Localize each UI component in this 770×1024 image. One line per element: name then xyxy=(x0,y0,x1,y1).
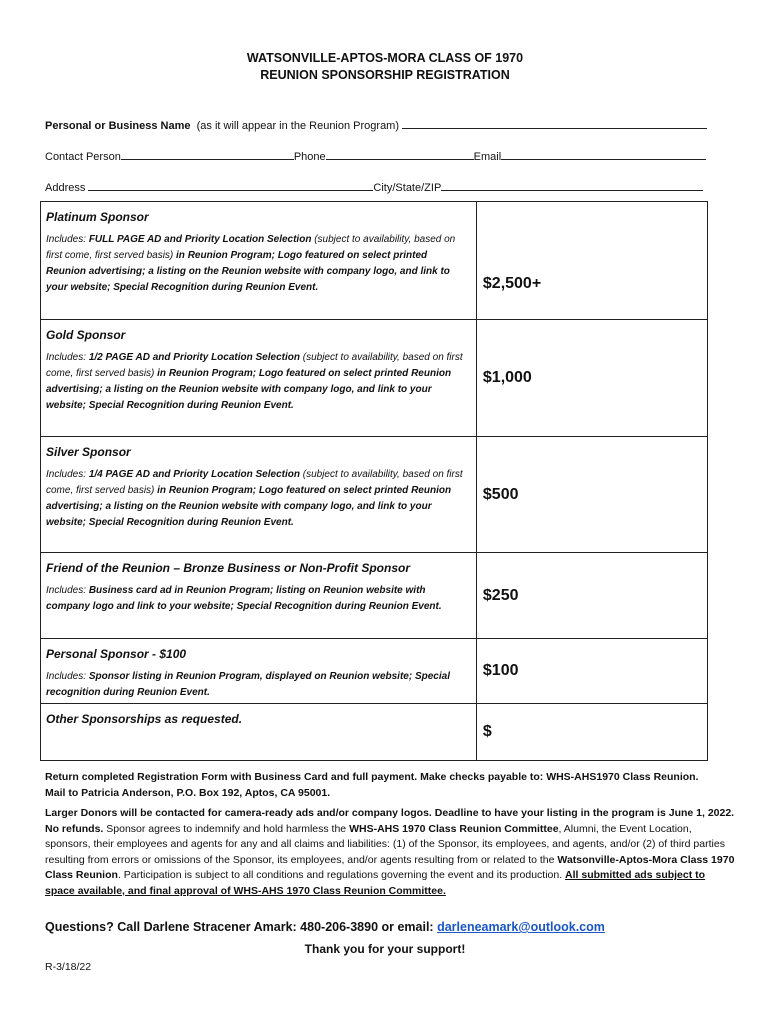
document-title xyxy=(0,50,770,84)
return-line-2: Mail to Patricia Anderson, P.O. Box 192, Aptos, CA 95001. xyxy=(45,786,331,799)
tier-includes xyxy=(46,350,470,414)
tier-name: Friend of the Reunion – Bronze Business or Non-Profit Sponsor xyxy=(46,561,411,575)
tier-price: $1,000 xyxy=(476,320,707,437)
tier-includes xyxy=(46,467,470,531)
phone-input-line[interactable] xyxy=(326,149,474,160)
revision-code: R-3/18/22 xyxy=(45,961,92,973)
tier-description xyxy=(41,202,477,320)
tier-price: $ xyxy=(476,704,707,761)
includes-prefix: Includes: xyxy=(46,352,89,363)
tier-name: Platinum Sponsor xyxy=(46,210,149,224)
includes-details: in Reunion Program; Logo featured on select printed Reunion advertising; a listing on the Reunion website with company logo, and link to your website; Special Recognition during Reunion Event. xyxy=(46,485,452,528)
tier-price: $500 xyxy=(476,437,707,553)
committee-name: WHS-AHS 1970 Class Reunion Committee xyxy=(349,822,559,835)
name-field-row xyxy=(45,118,725,132)
tier-description xyxy=(41,639,477,704)
tier-price: $250 xyxy=(476,553,707,639)
thank-you-message: Thank you for your support! xyxy=(304,942,466,956)
ads-approval-notice: All submitted ads subject to space available, and final approval of WHS-AHS 1970 Class Reunion Committee. xyxy=(45,869,706,897)
city-input-line[interactable] xyxy=(441,180,703,191)
name-note: (as it will appear in the Reunion Program) xyxy=(196,120,400,132)
includes-main: FULL PAGE AD and Priority Location Selection xyxy=(88,234,312,245)
questions-line xyxy=(45,920,605,934)
includes-note: (subject to availability, based on first come, first served basis) xyxy=(46,234,456,261)
tier-row xyxy=(41,320,708,437)
includes-prefix: Includes: xyxy=(46,469,89,480)
tier-name: Personal Sponsor - $100 xyxy=(46,647,187,661)
title-line-1: WATSONVILLE-APTOS-MORA CLASS OF 1970 xyxy=(246,51,524,65)
contact-label: Contact Person xyxy=(45,151,121,163)
email-label: Email xyxy=(473,151,502,163)
name-input-line[interactable] xyxy=(402,118,707,129)
tier-description xyxy=(41,320,477,437)
includes-prefix: Includes: xyxy=(46,671,89,682)
tier-description xyxy=(41,704,477,761)
includes-note: (subject to availability, based on first come, first served basis) xyxy=(46,352,463,379)
tier-includes xyxy=(46,232,470,296)
tier-row xyxy=(41,437,708,553)
tier-row xyxy=(41,553,708,639)
includes-details: in Reunion Program; Logo featured on select printed Reunion advertising; a listing on the Reunion website with company logo, and link to your website; Special Recognition during Reunion Event. xyxy=(46,368,452,411)
email-input-line[interactable] xyxy=(501,149,706,160)
name-label: Personal or Business Name xyxy=(45,120,191,132)
terms-paragraph xyxy=(45,806,735,899)
donors-notice: Larger Donors will be contacted for camera-ready ads and/or company logos. Deadline to have your listing in the program is June 1, 2022. No refunds. xyxy=(45,807,735,835)
includes-prefix: Includes: xyxy=(46,234,89,245)
tier-row xyxy=(41,704,708,761)
questions-text: Questions? Call Darlene Stracener Amark: 480-206-3890 or email: xyxy=(45,920,438,934)
title-line-2: REUNION SPONSORSHIP REGISTRATION xyxy=(260,68,510,82)
tier-includes xyxy=(46,583,470,615)
tier-price: $2,500+ xyxy=(476,202,707,320)
includes-main: Sponsor listing in Reunion Program, displayed on Reunion website; Special recognition during Reunion Event. xyxy=(46,671,450,698)
includes-details: in Reunion Program; Logo featured on select printed Reunion advertising; a listing on the Reunion website with company logo, and link to your website; Special Recognition during Reunion Event. xyxy=(46,250,450,293)
address-field-row xyxy=(45,180,725,194)
tier-price: $100 xyxy=(476,639,707,704)
contact-email-link[interactable]: darleneamark@outlook.com xyxy=(437,920,605,934)
sponsorship-tiers-table xyxy=(40,201,708,761)
tier-includes xyxy=(46,669,470,701)
tier-name: Silver Sponsor xyxy=(46,445,131,459)
tier-description xyxy=(41,437,477,553)
liability-text: , Alumni, the Event Location, sponsors, their employees and agents for any and all claims and liabilities: (1) of the Sponsor, its employees, and agents, and/or (2) of third parties resulting from errors or omissions of the Sponsor, its employees, and/or agents resulting from or related to the xyxy=(45,822,725,866)
phone-label: Phone xyxy=(293,151,326,163)
return-line-1: Return completed Registration Form with Business Card and full payment. Make checks payable to: WHS-AHS1970 Class Reunion. xyxy=(45,771,699,783)
class-reunion-name: Watsonville-Aptos-Mora Class 1970 Class Reunion xyxy=(45,853,735,881)
includes-note: (subject to availability, based on first come, first served basis) xyxy=(46,469,463,496)
includes-main: Business card ad in Reunion Program; listing on Reunion website with company logo and link to your website; Special Recognition during Reunion Event. xyxy=(46,585,442,612)
tier-name: Other Sponsorships as requested. xyxy=(46,712,243,726)
tier-row xyxy=(41,639,708,704)
contact-field-row xyxy=(45,149,725,163)
return-instructions xyxy=(45,770,735,801)
indemnify-text: Sponsor agrees to indemnify and hold harmless the xyxy=(103,822,350,835)
contact-input-line[interactable] xyxy=(121,149,294,160)
city-label: City/State/ZIP xyxy=(373,182,442,194)
tier-name: Gold Sponsor xyxy=(46,328,126,342)
includes-main: 1/4 PAGE AD and Priority Location Selection xyxy=(88,469,300,480)
tier-description xyxy=(41,553,477,639)
includes-prefix: Includes: xyxy=(46,585,89,596)
participation-text: . Participation is subject to all conditions and regulations governing the event and its production. xyxy=(117,869,566,881)
tier-row xyxy=(41,202,708,320)
includes-main: 1/2 PAGE AD and Priority Location Selection xyxy=(88,352,300,363)
address-label: Address xyxy=(45,182,86,194)
address-input-line[interactable] xyxy=(88,180,373,191)
